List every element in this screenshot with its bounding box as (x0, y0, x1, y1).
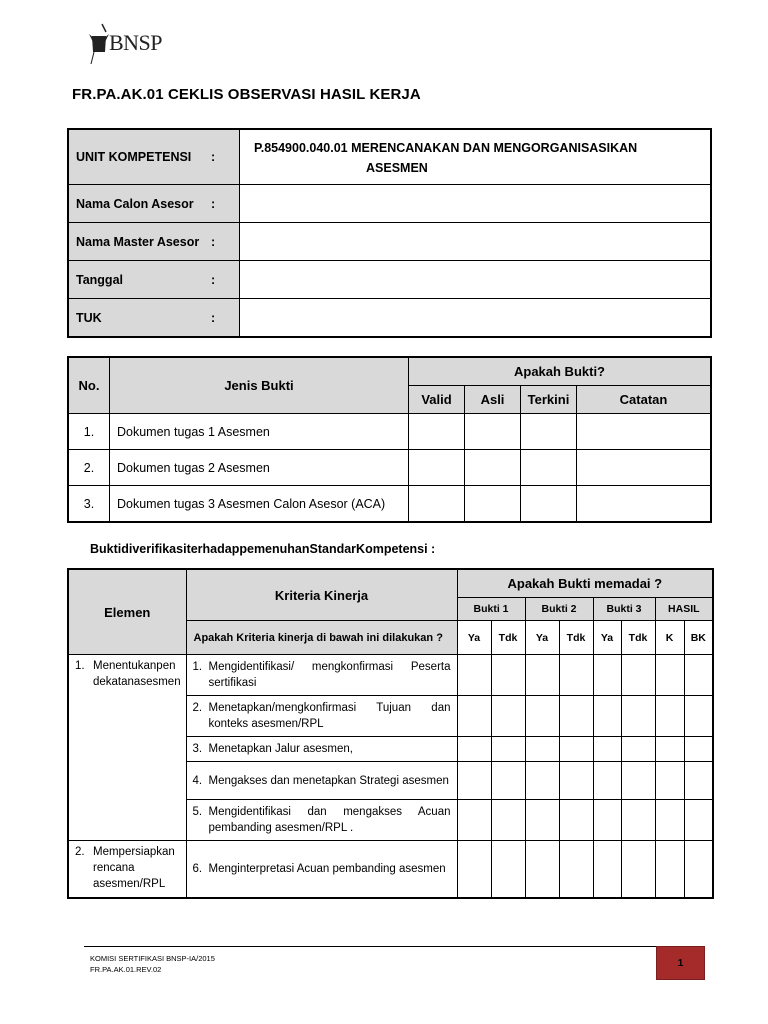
asli-cell[interactable] (465, 486, 521, 523)
check-cell[interactable] (491, 655, 525, 696)
table-row (68, 655, 713, 696)
table-row (68, 841, 713, 899)
nama-master-asesor-field[interactable] (240, 223, 712, 261)
check-cell[interactable] (655, 737, 684, 762)
catatan-cell[interactable] (577, 450, 712, 486)
check-cell[interactable] (655, 800, 684, 841)
unit-info-table (67, 128, 712, 338)
check-cell[interactable] (457, 655, 491, 696)
kriteria-kinerja-table (67, 568, 714, 899)
check-cell[interactable] (621, 800, 655, 841)
footer-divider (84, 946, 704, 947)
elemen-2 (68, 841, 186, 899)
label-text: Tanggal (76, 272, 123, 287)
header-no: No. (68, 357, 110, 414)
kriteria-text: Mengidentifikasi/ mengkonfirmasi Peserta sertifikasi (208, 661, 451, 689)
kriteria-no: 1. (192, 661, 203, 673)
header-terkini: Terkini (521, 386, 577, 414)
colon: : (211, 150, 216, 164)
check-cell[interactable] (559, 841, 593, 899)
check-cell[interactable] (684, 696, 713, 737)
check-cell[interactable] (491, 737, 525, 762)
kriteria-4 (186, 762, 457, 800)
check-cell[interactable] (491, 800, 525, 841)
label-text: Nama Calon Asesor (76, 196, 194, 211)
tanggal-label (68, 261, 240, 299)
catatan-cell[interactable] (577, 486, 712, 523)
row-jenis-bukti: Dokumen tugas 2 Asesmen (110, 450, 409, 486)
check-cell[interactable] (559, 655, 593, 696)
check-cell[interactable] (525, 762, 559, 800)
garuda-icon (88, 22, 110, 66)
kriteria-text: Mengidentifikasi dan mengakses Acuan pembanding asesmen/RPL . (208, 806, 451, 834)
kriteria-no: 6. (192, 863, 203, 875)
nama-calon-asesor-field[interactable] (240, 185, 712, 223)
check-cell[interactable] (457, 696, 491, 737)
kriteria-2 (186, 696, 457, 737)
terkini-cell[interactable] (521, 414, 577, 450)
check-cell[interactable] (457, 800, 491, 841)
check-cell[interactable] (457, 841, 491, 899)
nama-calon-asesor-label (68, 185, 240, 223)
row-no: 2. (68, 450, 110, 486)
terkini-cell[interactable] (521, 486, 577, 523)
footer-text (90, 953, 215, 975)
kriteria-3 (186, 737, 457, 762)
valid-cell[interactable] (409, 414, 465, 450)
kriteria-1 (186, 655, 457, 696)
kriteria-text: Mengakses dan menetapkan Strategi asesmen (208, 774, 449, 787)
check-cell[interactable] (559, 762, 593, 800)
logo-text: BNSP (109, 30, 163, 55)
check-cell[interactable] (655, 841, 684, 899)
kriteria-no: 4. (192, 774, 203, 787)
elemen-1 (68, 655, 186, 841)
header-bk: BK (684, 621, 713, 655)
kriteria-no: 5. (192, 806, 203, 818)
kriteria-5 (186, 800, 457, 841)
check-cell[interactable] (684, 655, 713, 696)
header-bukti1: Bukti 1 (457, 598, 525, 621)
check-cell[interactable] (621, 737, 655, 762)
nama-master-asesor-label (68, 223, 240, 261)
tanggal-row (68, 261, 711, 299)
header-question: Apakah Kriteria kinerja di bawah ini dilakukan ? (186, 621, 457, 655)
check-cell[interactable] (525, 800, 559, 841)
check-cell[interactable] (621, 762, 655, 800)
header-ya: Ya (457, 621, 491, 655)
check-cell[interactable] (655, 762, 684, 800)
check-cell[interactable] (457, 737, 491, 762)
elemen-name: Mempersiapkan rencana asesmen/RPL (93, 846, 175, 890)
footer-line2: FR.PA.AK.01.REV.02 (90, 965, 162, 974)
tuk-label (68, 299, 240, 338)
nama-calon-asesor-row (68, 185, 711, 223)
header-jenis-bukti: Jenis Bukti (110, 357, 409, 414)
unit-kompetensi-value (240, 129, 712, 185)
elemen-no: 2. (75, 846, 85, 858)
tuk-field[interactable] (240, 299, 712, 338)
check-cell[interactable] (593, 841, 621, 899)
document-title: FR.PA.AK.01 CEKLIS OBSERVASI HASIL KERJA (72, 86, 421, 103)
catatan-cell[interactable] (577, 414, 712, 450)
check-cell[interactable] (491, 762, 525, 800)
valid-cell[interactable] (409, 486, 465, 523)
header-apakah-bukti: Apakah Bukti? (409, 357, 712, 386)
elemen-name: Menentukanpen dekatanasesmen (93, 660, 181, 688)
check-cell[interactable] (491, 696, 525, 737)
unit-kompetensi-row (68, 129, 711, 185)
check-cell[interactable] (525, 841, 559, 899)
tuk-row (68, 299, 711, 338)
check-cell[interactable] (684, 737, 713, 762)
jenis-bukti-table (67, 356, 712, 523)
colon: : (211, 234, 216, 249)
check-cell[interactable] (684, 800, 713, 841)
header-tdk: Tdk (559, 621, 593, 655)
verification-note: BuktidiverifikasiterhadappemenuhanStandarKompetensi : (90, 542, 436, 556)
terkini-cell[interactable] (521, 450, 577, 486)
unit-kompetensi-label (68, 129, 240, 185)
check-cell[interactable] (593, 737, 621, 762)
header-ya: Ya (593, 621, 621, 655)
kriteria-text: Menginterpretasi Acuan pembanding asesmen (208, 863, 446, 875)
header-valid: Valid (409, 386, 465, 414)
colon: : (211, 196, 216, 211)
row-no: 1. (68, 414, 110, 450)
header-ya: Ya (525, 621, 559, 655)
check-cell[interactable] (491, 841, 525, 899)
asli-cell[interactable] (465, 414, 521, 450)
check-cell[interactable] (593, 762, 621, 800)
check-cell[interactable] (559, 696, 593, 737)
label-text: UNIT KOMPETENSI (76, 150, 192, 164)
header-tdk: Tdk (621, 621, 655, 655)
check-cell[interactable] (655, 655, 684, 696)
unit-code-line2: ASESMEN (366, 161, 428, 175)
check-cell[interactable] (684, 841, 713, 899)
tanggal-field[interactable] (240, 261, 712, 299)
check-cell[interactable] (593, 655, 621, 696)
check-cell[interactable] (621, 841, 655, 899)
header-bukti3: Bukti 3 (593, 598, 655, 621)
check-cell[interactable] (559, 800, 593, 841)
header-elemen: Elemen (68, 569, 186, 655)
kriteria-no: 3. (192, 743, 203, 755)
header-kriteria-kinerja: Kriteria Kinerja (186, 569, 457, 621)
check-cell[interactable] (559, 737, 593, 762)
header-apakah-bukti-memadai: Apakah Bukti memadai ? (457, 569, 713, 598)
header-k: K (655, 621, 684, 655)
check-cell[interactable] (525, 696, 559, 737)
kriteria-text: Menetapkan Jalur asesmen, (208, 743, 353, 755)
colon: : (211, 272, 216, 287)
label-text: TUK (76, 310, 102, 325)
row-jenis-bukti: Dokumen tugas 1 Asesmen (110, 414, 409, 450)
elemen-no: 1. (75, 660, 85, 672)
header-hasil: HASIL (655, 598, 713, 621)
check-cell[interactable] (655, 696, 684, 737)
label-text: Nama Master Asesor (76, 234, 200, 249)
check-cell[interactable] (621, 696, 655, 737)
check-cell[interactable] (457, 762, 491, 800)
unit-code-line1: P.854900.040.01 MERENCANAKAN DAN MENGORGANISASIKAN (254, 141, 638, 155)
kriteria-no: 2. (192, 702, 203, 714)
table-row (68, 450, 711, 486)
check-cell[interactable] (593, 800, 621, 841)
colon: : (211, 310, 216, 325)
kriteria-6 (186, 841, 457, 899)
header-bukti2: Bukti 2 (525, 598, 593, 621)
header-asli: Asli (465, 386, 521, 414)
kriteria-text: Menetapkan/mengkonfirmasi Tujuan dan konteks asesmen/RPL (208, 702, 451, 730)
bnsp-logo (88, 22, 178, 66)
header-tdk: Tdk (491, 621, 525, 655)
page-number: 1 (656, 946, 705, 980)
check-cell[interactable] (593, 696, 621, 737)
row-jenis-bukti: Dokumen tugas 3 Asesmen Calon Asesor (ACA) (110, 486, 409, 523)
table-row (68, 414, 711, 450)
check-cell[interactable] (684, 762, 713, 800)
header-catatan: Catatan (577, 386, 712, 414)
check-cell[interactable] (525, 737, 559, 762)
footer-line1: KOMISI SERTIFIKASI BNSP-IA/2015 (90, 954, 215, 963)
check-cell[interactable] (525, 655, 559, 696)
valid-cell[interactable] (409, 450, 465, 486)
asli-cell[interactable] (465, 450, 521, 486)
table-row (68, 486, 711, 523)
check-cell[interactable] (621, 655, 655, 696)
row-no: 3. (68, 486, 110, 523)
nama-master-asesor-row (68, 223, 711, 261)
